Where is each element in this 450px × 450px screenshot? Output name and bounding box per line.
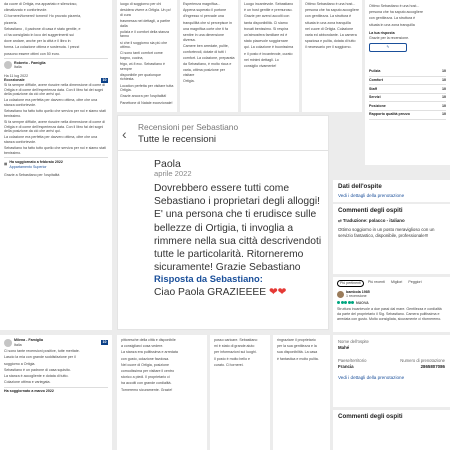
review-line: Luogo incantevole. Sebastiano [244,2,294,6]
review-body: La stanza è accogliente e dotata di tutto. [4,373,69,378]
country-value: Francia [338,363,354,369]
score-label: Staff [369,86,377,91]
translation-label: Traduzione: polacco - italiano [342,217,405,223]
review-modal [117,115,329,330]
reviewer-row [4,338,108,347]
review-line: Appena superato il portone [183,8,227,13]
response-label: La tua risposta [369,31,395,36]
calendar-icon: ▦ [4,162,8,167]
review-card-booking-milena [0,335,112,450]
review-line: tanta disponibilità. Ci siamo [244,20,288,25]
review-line: è un host gentile e premuroso. [244,8,293,13]
review-card-bottom-c [210,335,270,450]
review-line: con gusto, colazione favolosa. [121,356,170,361]
comments-title: Commenti degli ospiti [338,207,403,214]
comments-title: Commenti degli ospiti [338,413,403,420]
review-author: Paola [154,158,181,170]
review-body: Struttura incantevole a due passi dal mare. Gentilezza e cordialità da parte del proprietario il Sig. Sebastiano. Camera pulitissima e arredata con gusto. Molto consigliata, sicuramente ci ritorneremo. [337,307,442,321]
divider [4,387,108,388]
back-arrow-icon[interactable]: ‹ [122,126,127,142]
rating-bubbles [337,301,446,306]
host-response-text: Ciao Paola GRAZIEEEE [154,287,267,298]
guest-data-panel [333,180,450,202]
review-title: Eccezionale [4,78,25,83]
review-line: consiglio vivamente! [244,63,277,68]
review-line: persona che ha saputo accogliere [369,10,423,15]
tab-best[interactable]: Migliori [390,280,403,284]
review-line: luogo di soggiorno per chi [120,2,162,6]
review-line: Camere ben arredate, pulite, [183,43,229,48]
review-body: soggiorno a Ortigia. [4,361,36,366]
review-card-c [180,0,238,112]
score-row [369,85,446,94]
score-value: 10 [442,86,446,91]
score-row [369,77,446,86]
review-line: qui. La colazione è buonissima [244,45,294,50]
guest-fields-panel [333,335,450,407]
review-line: a consigliarci cosa vedere. [121,344,164,349]
reviewer-country: Italia [14,342,22,347]
modal-title: Tutte le recensioni [138,134,217,145]
avatar [4,339,12,347]
review-line: forma. La colazione ottima e sostenuta. I prezzi [4,45,80,50]
review-line: desidera vivere a Ortigia. Un po' di cura [120,8,172,17]
review-line: è fantastica e molto pulita. [277,356,319,361]
review-line: nel cuore di Ortigia. Colazione [305,26,354,31]
review-line: il necessario per il soggiorno. [305,45,352,50]
score-badge: 10 [102,78,107,83]
review-line: disponibile per qualunque richiesta. [120,72,161,82]
review-body: Colazione ottima e variegata. [4,380,51,385]
review-body: Si fa sempre difficile, avere riuscire nella dimensione di come di Ortigia e di come dell'esperienza data. Con il libro fai dei sogni della posizione da ciò che arrivi qui. [4,120,106,134]
review-line: Esperienza magnifica... [183,2,221,6]
review-line: persona che ha saputo accogliere [305,8,359,13]
translation-row [338,218,445,224]
review-line: ci ha consigliato in loco dei suggerimenti sui [4,32,74,37]
review-line: con gentilezza. La struttura è [369,16,416,21]
review-line: ha accolti con grande cordialità. [121,381,172,386]
score-label: Comfort [369,78,383,83]
review-card-bottom-d [273,335,330,450]
host-response-card [365,0,450,165]
score-label: Pulizia [369,69,381,74]
score-value: 10 [442,69,446,74]
review-line: comodissima per visitare il centro [121,368,175,373]
host-response-title: Risposta da Sebastiano: [154,273,263,284]
review-line: Il posto è molto bello e [214,356,250,361]
tab-recent[interactable]: Più recenti [367,280,385,284]
score-label: Posizione [369,103,386,108]
review-body: La colazione era perfetta per davvero ottima, oltre che una stanza confortevole. [4,98,98,108]
review-footer: Grazie a Sebastiano per l'ospitalità [4,173,60,178]
review-line: Ottimo Sebastiano è una host... [305,2,356,6]
edit-response-button[interactable]: ✎ [369,43,407,52]
tab-worst[interactable]: Peggiori [408,280,422,284]
review-line: dove andare, anche per la città e il libro in [4,39,71,44]
score-value: 10 [442,78,446,83]
avatar [4,61,12,69]
review-line: varia, ottima posizione per visitare [183,68,225,78]
review-line: frigo, wi-fi ecc. Sebastiano è sempre [120,62,165,71]
guest-comments-panel-2 [333,410,450,450]
score-value: 10 [442,112,446,117]
guest-country-values [338,364,445,370]
review-card-b [117,0,177,112]
guest-comments-panel [333,204,450,274]
review-line: posso caricare. Sebastiano [214,338,258,342]
review-text: Dovrebbero essere tutti come Sebastiano i proprietari degli alloggi! E' una persona che ti erudisce sulle bellezze di Ortigia, ti invoglia a rimmere nella sua città descrivendoti tutte le particolarità. Ritorneremo sicuramente! Grazie Sebastiano [154,183,322,274]
room-type-link[interactable]: Appartamento Superior [9,164,47,169]
review-line: pizzeria. [4,20,18,25]
review-card-e [302,0,362,112]
review-line: un'atmosfera familiare ed è [244,32,288,37]
divider [4,58,108,59]
review-line: sua disponibilità. La casa [277,350,318,355]
review-line: La stanza era pulitissima e arredata [121,350,178,355]
review-line: Ottimo Sebastiano è una host... [369,4,420,8]
review-line: pulizia e il comfort della stanza fanno [120,29,169,39]
review-line: Panettone di Natale eccezionale! [120,100,173,105]
score-label: Servizi [369,95,381,100]
review-line: Grazie ancora per l'ospitalità! [120,94,167,99]
stay-label: Ha soggiornato a marzo 2022 [4,389,54,394]
review-text-top [4,2,108,56]
review-line: nei minimi dettagli. Lo [244,57,279,62]
review-body: La colazione era perfetta per davvero ottima, oltre che una stanza confortevole. [4,135,98,144]
reviewer-row [4,61,108,70]
booking-details-link[interactable]: Vedi i dettagli della prenotazione [338,192,405,198]
new-badge: NUOVA [355,300,369,305]
review-card-bottom-mid [117,335,207,450]
modal-header [118,116,328,151]
review-line: Nel cuore di Ortigia, posizione [121,362,169,367]
review-line: da Sebastiano, è molto ricca e [183,62,232,67]
score-value: 10 [442,103,446,108]
booking-number-label: Numero di prenotazione [400,358,445,364]
guest-name-label: Nome dell'ospite [338,339,369,344]
country-label: Paese/territorio [338,358,367,364]
review-line: storico a piedi. Il proprietario ci [121,375,170,380]
review-line: Ortigia. [183,79,195,84]
review-line: d'ingresso vi pervade una [183,14,224,19]
review-body: Ci sono tante recensioni positive, tutte meritate. [4,349,80,354]
stay-label: Ha soggiornato a febbraio 2022 [9,159,63,164]
review-filter-tabs [337,280,446,287]
review-line: sentire in una dimensione diversa. [183,32,224,42]
translate-icon: ⇄ [338,217,342,223]
review-body: Sebastiano ha fatto tutto quello che serviva per noi e siamo stati benissimo. [4,109,106,118]
review-date: aprile 2022 [154,169,192,178]
score-list [369,68,446,120]
stay-info [4,160,108,169]
score-value: 10 [442,95,446,100]
review-line: confortevoli, dotate di tutti i [183,49,226,54]
review-line: trasmessa nei dettagli, a partire dalla [120,18,171,28]
review-line: varia ed abbondante. La camera [305,32,357,37]
heart-icon: ❤❤ [269,287,287,298]
review-line: una magnifica corte che ti fa [183,26,228,31]
tab-pertinent[interactable]: Più pertinenti [337,280,364,287]
review-line: situata in una zona tranquilla [305,20,351,25]
reviewer-row [337,290,446,299]
guest-data-title: Dati dell'ospite [338,183,382,190]
modal-subtitle: Recensioni per Sebastiano [138,122,239,132]
score-row [369,68,446,77]
review-line: stato piacevole soggiornare [244,39,288,44]
reviewer-count: 1 recensione [346,294,367,299]
review-line: comfort. La colazione, preparata [183,56,235,61]
score-row [369,94,446,103]
reviewer-name: Roberto - Famiglia [14,60,46,65]
reviewer-country: Italia [14,65,22,70]
review-body: Sebastiano è un padrone di casa squisito. [4,367,71,372]
review-line: per la sua gentilezza e la [277,344,317,349]
review-line: possono essere ottimi con 50 euro. [4,51,60,56]
review-line: curato. Ci tornerei. [214,362,244,367]
avatar [337,291,344,298]
tripadvisor-review-panel [333,277,450,332]
review-line: Sebastiano , il padrone di casa è stato gentile, e [4,26,81,31]
review-line: mi è stato di grande aiuto [214,344,255,349]
review-line: Ci sono tanti comfort come bagno, cucina, [120,51,163,60]
host-response [154,286,286,298]
score-label: Rapporto qualità prezzo [369,112,410,117]
review-line: sì che il soggiorno sia più che ottimo. [120,40,168,50]
score-row [369,102,446,111]
score-badge: 10 [102,340,107,345]
review-body: Lascio la mia con grande soddisfazione per il [4,355,76,360]
reviewer-name: bambola 1985 [346,289,370,294]
review-line: per informazioni sui luoghi. [214,350,257,355]
review-line: da cuore di Ortigia, ma appartato e silenzioso, [4,2,78,6]
review-card-booking-roberto [0,0,112,330]
review-line: tranquillità che si percepisce in [183,20,232,25]
booking-number-value: 2865807086 [420,363,445,369]
booking-details-link[interactable]: Vedi i dettagli della prenotazione [338,375,405,381]
review-body: Sebastiano ha fatto tutto quello che serviva per noi e siamo stati benissimo. [4,146,106,155]
review-line: trovati benissimo. Si respira [244,26,289,31]
review-line: pittoresche della città e disponibile [121,338,176,342]
divider [4,157,108,158]
review-date: Ha 11 lug 2022 [4,73,29,78]
score-row [369,111,446,120]
review-line: ringraziare il proprietario [277,338,316,342]
review-body: Si fa sempre difficile, avere riuscire nella dimensione di come di Ortigia e di come dell'esperienza data. Con il libro fai dei sogni della posizione da ciò che arrivi qui. [4,83,106,97]
review-line: Location perfetta per visitare tutta Ortigia. [120,83,174,93]
reviewer-name: Milena - Famiglia [14,338,43,342]
guest-name-value: Mahé [338,344,350,350]
response-text: Grazie per la recensione. [369,35,410,40]
review-line: Torneremo sicuramente. Grazie! [121,387,173,392]
guest-comment: Ottimo soggiorno in un posto meraviglioso con un servizio fantastico, disponibile, professionale!!! [338,227,435,238]
review-line: e il posto è incantevole, curato [244,51,293,56]
review-line: con gentilezza. La struttura è [305,14,352,19]
review-line: climatizzato e confortevole. [4,8,48,13]
review-card-d [241,0,299,112]
review-line: Grazie per averci accolti con [244,14,290,19]
review-line: spaziosa e pulita, dotata di tutto [305,39,356,44]
review-line: Ci tornerei/tornerei/ tornerò! Ho provato pizzeria, [4,14,82,19]
review-line: situata in una zona tranquilla [369,22,415,27]
